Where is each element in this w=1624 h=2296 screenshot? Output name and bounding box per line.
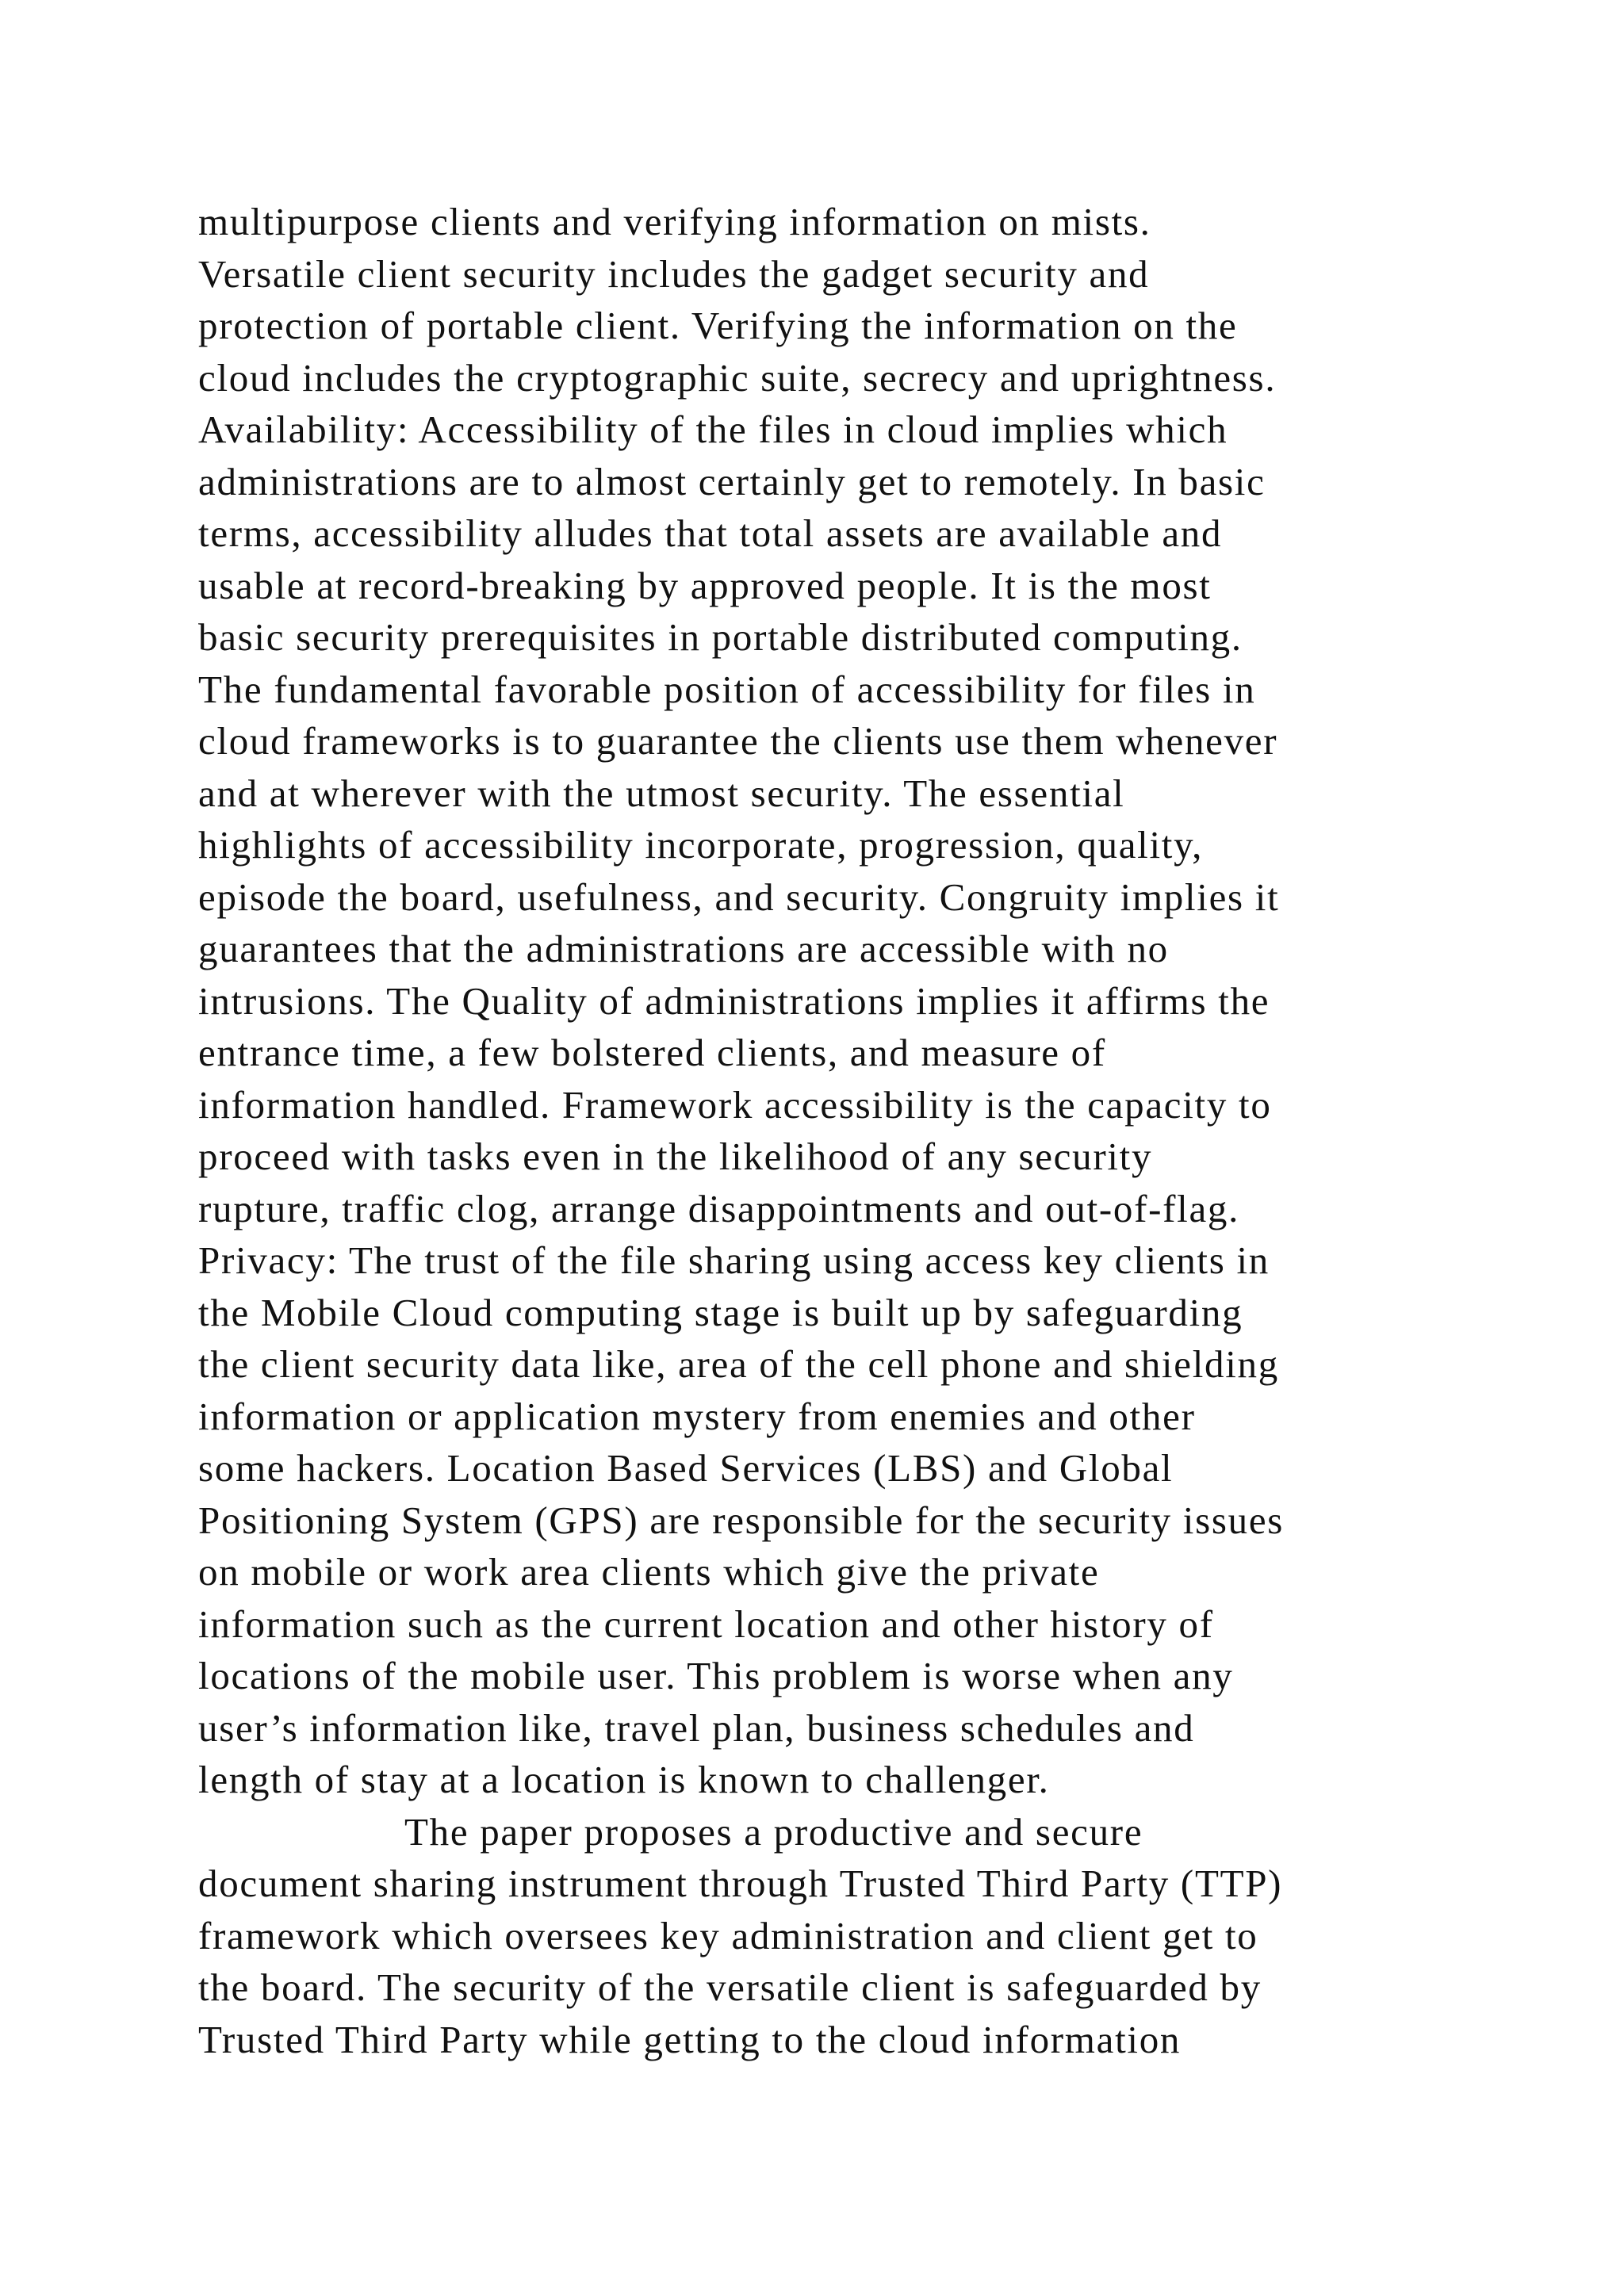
text-line: rupture, traffic clog, arrange disappointments and out-of-flag.	[198, 1186, 1240, 1230]
text-line: Versatile client security includes the gadget security and	[198, 251, 1150, 296]
body-text	[198, 196, 1515, 2065]
text-line: protection of portable client. Verifying the information on the	[198, 304, 1238, 347]
text-line: information such as the current location and other history of	[198, 1601, 1214, 1646]
text-line: cloud frameworks is to guarantee the clients use them whenever	[198, 719, 1278, 763]
text-line: Positioning System (GPS) are responsible for the security issues	[198, 1498, 1285, 1542]
text-line: document sharing instrument through Trusted Third Party (TTP)	[198, 1862, 1283, 1905]
text-line: Privacy: The trust of the file sharing using access key clients in	[198, 1238, 1270, 1282]
text-line: highlights of accessibility incorporate, progression, quality,	[198, 823, 1204, 867]
text-line: basic security prerequisites in portable distributed computing.	[198, 615, 1243, 659]
text-line: administrations are to almost certainly get to remotely. In basic	[198, 459, 1266, 503]
text-line: episode the board, usefulness, and security. Congruity implies it	[198, 874, 1280, 919]
text-line: multipurpose clients and verifying information on mists.	[198, 200, 1151, 243]
text-line: locations of the mobile user. This problem is worse when any	[198, 1654, 1234, 1697]
text-line: The fundamental favorable position of accessibility for files in	[198, 667, 1256, 711]
text-line: some hackers. Location Based Services (LBS) and Global	[198, 1446, 1174, 1490]
text-line: information handled. Framework accessibility is the capacity to	[198, 1082, 1272, 1127]
paragraph-start-line: The paper proposes a productive and secure	[404, 1809, 1143, 1854]
text-line: Availability: Accessibility of the files in cloud implies which	[198, 408, 1228, 451]
text-line: on mobile or work area clients which give the private	[198, 1550, 1100, 1594]
text-line: the Mobile Cloud computing stage is built up by safeguarding	[198, 1290, 1243, 1334]
text-line: Trusted Third Party while getting to the cloud information	[198, 2017, 1182, 2061]
text-line: cloud includes the cryptographic suite, secrecy and uprightness.	[198, 355, 1277, 400]
text-line: the client security data like, area of the cell phone and shielding	[198, 1342, 1279, 1386]
text-line: guarantees that the administrations are accessible with no	[198, 927, 1169, 970]
text-line: intrusions. The Quality of administrations implies it affirms the	[198, 978, 1270, 1023]
text-line: proceed with tasks even in the likelihood of any security	[198, 1135, 1153, 1178]
text-line: and at wherever with the utmost security. The essential	[198, 771, 1125, 815]
text-line: entrance time, a few bolstered clients, and measure of	[198, 1031, 1106, 1074]
text-line: length of stay at a location is known to challenger.	[198, 1758, 1050, 1801]
text-line: usable at record-breaking by approved people. It is the most	[198, 563, 1212, 607]
text-line: framework which oversees key administration and client get to	[198, 1913, 1258, 1957]
text-line: information or application mystery from enemies and other	[198, 1394, 1196, 1438]
text-line: the board. The security of the versatile client is safeguarded by	[198, 1965, 1262, 2009]
text-line: terms, accessibility alludes that total assets are available and	[198, 511, 1223, 555]
text-line: user’s information like, travel plan, business schedules and	[198, 1705, 1195, 1750]
